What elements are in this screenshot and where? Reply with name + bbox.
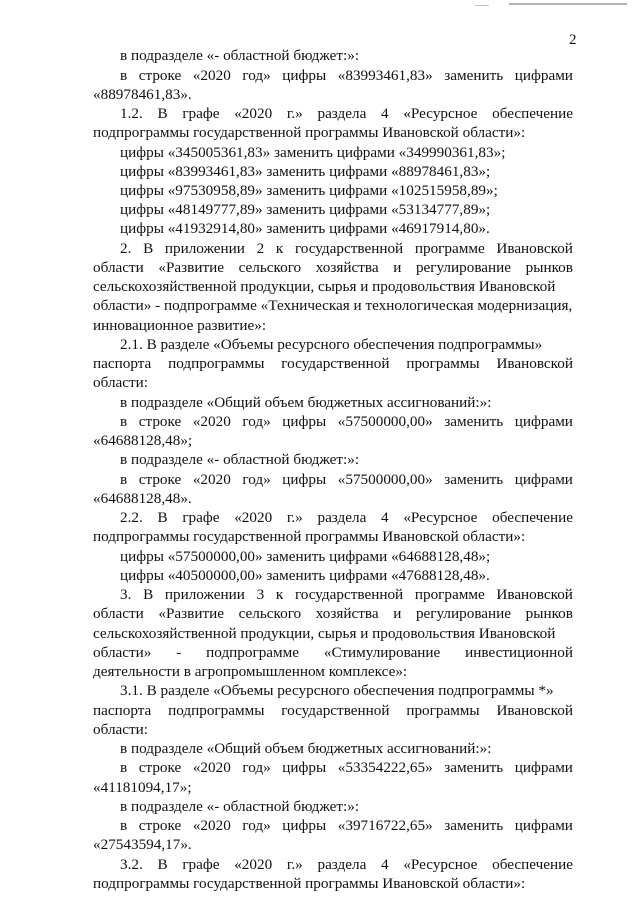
word: к [275, 240, 284, 257]
text-line [120, 413, 573, 430]
text-line: «64688128,48»; [93, 432, 193, 449]
word: «2020 [192, 759, 231, 776]
word: в [120, 817, 128, 834]
word: 3.2. [120, 856, 143, 873]
word: Ивановской [496, 702, 573, 719]
text-line [120, 817, 573, 834]
word: Ивановской [496, 240, 573, 257]
text-line: в подразделе «- областной бюджет:»: [120, 47, 360, 64]
text-line: 3.1. В разделе «Объемы ресурсного обеспечения подпрограммы *» [120, 682, 554, 699]
word: и [393, 605, 402, 622]
word: «39716722,65» [337, 817, 433, 834]
word: год» [242, 67, 271, 84]
word: рынков [525, 605, 573, 622]
word: заменить [444, 817, 504, 834]
word: раздела [317, 856, 367, 873]
word: регулирование [415, 605, 512, 622]
word: программе [414, 586, 485, 603]
text-line: сельскохозяйственной продукции, сырья и продовольствия Ивановской [93, 625, 556, 642]
text-line: «64688128,48». [93, 490, 192, 507]
text-line: деятельности в агропромышленном комплексе»: [93, 663, 408, 680]
text-line [120, 471, 573, 488]
word: в [120, 413, 128, 430]
text-line [120, 240, 573, 257]
word: в [120, 759, 128, 776]
word: раздела [317, 509, 367, 526]
word: 2 [256, 240, 265, 257]
word: 3 [256, 586, 265, 603]
word: заменить [444, 413, 504, 430]
word: паспорта [93, 355, 152, 372]
word: - [176, 644, 182, 661]
word: цифры [282, 817, 327, 834]
word: «Ресурсное [403, 509, 478, 526]
word: рынков [525, 259, 573, 276]
word: подпрограммы [168, 355, 265, 372]
word: цифрами [514, 759, 573, 776]
word: цифры [282, 759, 327, 776]
word: В [157, 856, 168, 873]
text-line: цифры «48149777,89» заменить цифрами «53134777,89»; [120, 201, 491, 218]
text-line: сельскохозяйственной продукции, сырья и продовольствия Ивановской [93, 278, 556, 295]
text-line: цифры «57500000,00» заменить цифрами «64688128,48»; [120, 548, 491, 565]
text-line: в подразделе «Общий объем бюджетных ассигнований:»: [120, 740, 492, 757]
word: обеспечение [492, 856, 573, 873]
word: цифры [282, 413, 327, 430]
word: год» [242, 413, 271, 430]
word: государственной [294, 586, 404, 603]
text-line [93, 605, 573, 622]
word: приложении [164, 586, 245, 603]
text-line: 2.1. В разделе «Объемы ресурсного обеспечения подпрограммы» [120, 336, 543, 353]
word: 4 [381, 856, 389, 873]
word: строке [138, 67, 182, 84]
word: «Стимулирование [323, 644, 441, 661]
word: цифрами [514, 817, 573, 834]
word: государственной [294, 240, 404, 257]
text-line: цифры «97530958,89» заменить цифрами «102515958,89»; [120, 182, 498, 199]
text-line: цифры «40500000,00» заменить цифрами «47688128,48». [120, 567, 490, 584]
word: В [143, 240, 154, 257]
word: В [157, 509, 168, 526]
text-line: цифры «41932914,80» заменить цифрами «46917914,80». [120, 220, 490, 237]
word: «Ресурсное [403, 105, 478, 122]
word: графе [182, 105, 220, 122]
word: строке [138, 759, 182, 776]
word: 1.2. [120, 105, 143, 122]
text-line [120, 586, 573, 603]
word: в [120, 67, 128, 84]
word: сельского [238, 605, 302, 622]
text-line: подпрограммы государственной программы Ивановской области»: [93, 124, 526, 141]
text-line [93, 259, 573, 276]
word: г.» [286, 105, 303, 122]
word: «53354222,65» [337, 759, 433, 776]
word: «2020 [192, 471, 231, 488]
word: год» [242, 817, 271, 834]
word: государственной [281, 702, 390, 719]
text-line: «88978461,83». [93, 86, 192, 103]
word: раздела [317, 105, 367, 122]
word: программы [406, 702, 480, 719]
text-line: в подразделе «- областной бюджет:»: [120, 451, 360, 468]
word: подпрограмме [206, 644, 300, 661]
word: инвестиционной [465, 644, 573, 661]
text-line [93, 702, 573, 719]
word: г.» [286, 509, 303, 526]
word: строке [138, 471, 182, 488]
text-line: инновационное развитие»: [93, 317, 267, 334]
text-line: области: [93, 374, 148, 391]
word: «2020 [192, 817, 231, 834]
text-line [120, 105, 573, 122]
word: области» [93, 644, 152, 661]
word: «57500000,00» [337, 471, 433, 488]
text-line: области: [93, 721, 148, 738]
word: 2.2. [120, 509, 143, 526]
word: заменить [444, 67, 504, 84]
word: строке [138, 413, 182, 430]
text-line [120, 67, 573, 84]
text-line [120, 509, 573, 526]
text-line: цифры «345005361,83» заменить цифрами «349990361,83»; [120, 144, 506, 161]
word: «2020 [192, 67, 231, 84]
word: 2. [120, 240, 132, 257]
text-line [93, 644, 573, 661]
word: «2020 [234, 856, 273, 873]
word: заменить [444, 759, 504, 776]
word: государственной [281, 355, 390, 372]
scan-artifact [509, 3, 627, 5]
word: приложении [164, 240, 245, 257]
word: программе [414, 240, 485, 257]
word: в [120, 471, 128, 488]
word: год» [242, 759, 271, 776]
text-line: подпрограммы государственной программы Ивановской области»: [93, 875, 526, 892]
word: «Развитие [158, 259, 224, 276]
word: паспорта [93, 702, 152, 719]
scan-artifact [475, 5, 489, 6]
word: заменить [444, 471, 504, 488]
word: регулирование [415, 259, 512, 276]
text-line: цифры «83993461,83» заменить цифрами «88978461,83»; [120, 163, 491, 180]
word: области [93, 259, 144, 276]
word: к [275, 586, 284, 603]
word: сельского [238, 259, 302, 276]
word: год» [242, 471, 271, 488]
text-line: в подразделе «- областной бюджет:»: [120, 798, 360, 815]
word: «2020 [192, 413, 231, 430]
text-line [120, 759, 573, 776]
word: обеспечение [492, 105, 573, 122]
word: графе [182, 509, 220, 526]
text-line: в подразделе «Общий объем бюджетных ассигнований:»: [120, 394, 492, 411]
word: 3. [120, 586, 132, 603]
word: «Ресурсное [403, 856, 478, 873]
word: обеспечение [492, 509, 573, 526]
text-line [120, 856, 573, 873]
text-line: области» - подпрограмме «Техническая и технологическая модернизация, [93, 297, 573, 314]
word: цифрами [514, 471, 573, 488]
word: «Развитие [158, 605, 224, 622]
word: В [143, 586, 154, 603]
word: Ивановской [496, 355, 573, 372]
text-line: «27543594,17». [93, 836, 192, 853]
word: «2020 [234, 105, 273, 122]
text-line [93, 355, 573, 372]
word: области [93, 605, 144, 622]
word: цифрами [514, 67, 573, 84]
word: В [157, 105, 168, 122]
word: 4 [381, 509, 389, 526]
word: Ивановской [496, 586, 573, 603]
text-line: подпрограммы государственной программы Ивановской области»: [93, 528, 526, 545]
word: цифры [282, 67, 327, 84]
word: графе [182, 856, 220, 873]
word: «2020 [234, 509, 273, 526]
word: хозяйства [315, 605, 379, 622]
word: 4 [381, 105, 389, 122]
page-number: 2 [569, 32, 577, 48]
word: цифрами [514, 413, 573, 430]
text-line: «41181094,17»; [93, 779, 192, 796]
word: «57500000,00» [337, 413, 433, 430]
word: подпрограммы [168, 702, 265, 719]
word: цифры [282, 471, 327, 488]
word: программы [406, 355, 480, 372]
word: хозяйства [315, 259, 379, 276]
word: строке [138, 817, 182, 834]
word: г.» [286, 856, 303, 873]
word: и [393, 259, 402, 276]
word: «83993461,83» [337, 67, 433, 84]
